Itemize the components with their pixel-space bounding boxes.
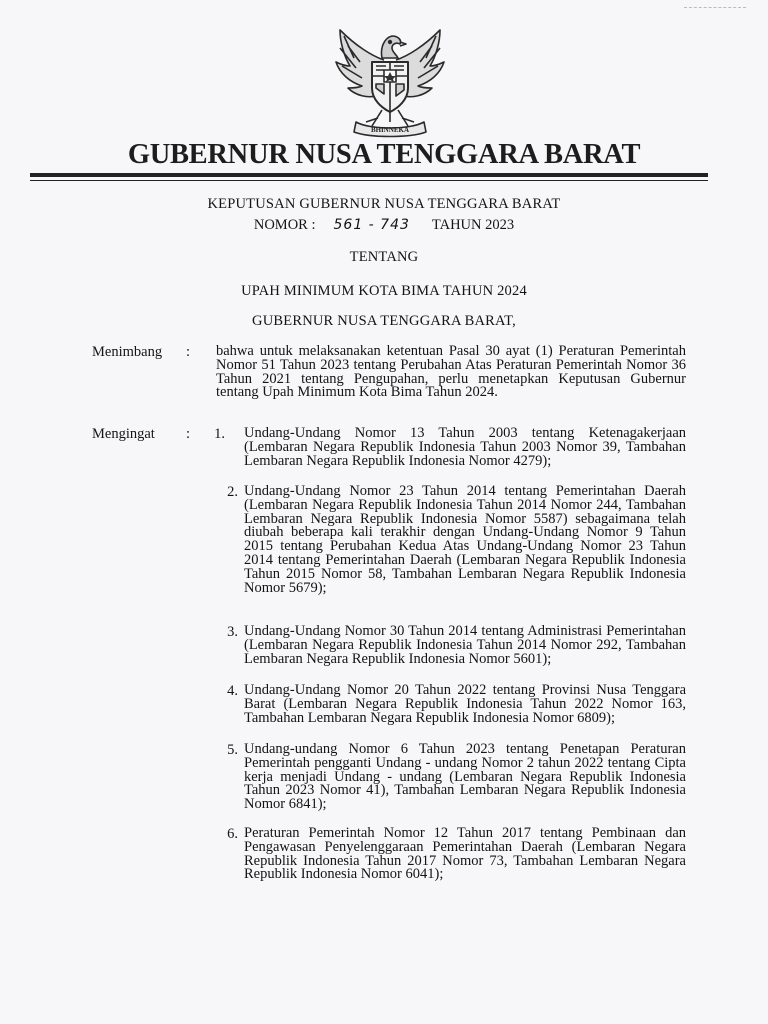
header-rule-thin — [30, 180, 708, 181]
decree-subject: UPAH MINIMUM KOTA BIMA TAHUN 2024 — [241, 283, 527, 299]
list-item-text: Undang-Undang Nomor 23 Tahun 2014 tentang Pemerintahan Daerah (Lembaran Negara Republik Indonesia Tahun 2014 Nomor 244, Tambahan Lembaran Negara Republik Indonesia Nomor 5587) sebagaimana telah diubah beberapa kali terakhir dengan Undang-Undang Nomor 9 Tahun 2015 tentang Perubahan Kedua Atas Undang-Undang Nomor 23 Tahun 2014 tentang Pemerintahan Daerah (Lembaran Negara Republik Indonesia Tahun 2015 Nomor 58, Tambahan Lembaran Negara Republik Indonesia Nomor 5679); — [244, 483, 686, 596]
nomor-handwritten-value: 561 - 743 — [333, 217, 410, 233]
decree-number-row — [0, 217, 768, 234]
menimbang-colon: : — [186, 344, 191, 360]
list-item-text: Undang-Undang Nomor 13 Tahun 2003 tentang Ketenagakerjaan (Lembaran Negara Republik Indonesia Tahun 2003 Nomor 39, Tambahan Lembaran Negara Republik Indonesia Nomor 4279); — [244, 425, 686, 469]
menimbang-label: Menimbang — [92, 344, 163, 360]
list-item-number: 2. — [227, 484, 238, 500]
list-item-number: 3. — [227, 624, 238, 640]
list-item-text: Undang-Undang Nomor 20 Tahun 2022 tentang Provinsi Nusa Tenggara Barat (Lembaran Negara Republik Indonesia Tahun 2022 Nomor 163, Tambahan Lembaran Negara Republik Indonesia Nomor 6809); — [244, 682, 686, 726]
emblem-motto: BHINNEKA — [370, 126, 410, 134]
menimbang-text: bahwa untuk melaksanakan ketentuan Pasal 30 ayat (1) Peraturan Pemerintah Nomor 51 Tahun 2023 tentang Perubahan Atas Peraturan Pemerintah Nomor 36 Tahun 2021 tentang Pengupahan, perlu menetapkan Keputusan Gubernur tentang Upah Minimum Kota Bima Tahun 2024. — [216, 343, 686, 401]
government-title: GUBERNUR NUSA TENGGARA BARAT — [127, 139, 641, 170]
list-item-text: Undang-undang Nomor 6 Tahun 2023 tentang Penetapan Peraturan Pemerintah pengganti Undang - undang Nomor 2 tahun 2022 tentang Cipta kerja menjadi Undang - undang (Lembaran Negara Republik Indonesia Tahun 2023 Nomor 41), Tambahan Lembaran Negara Republik Indonesia Nomor 6841); — [244, 741, 686, 813]
decree-issuer: GUBERNUR NUSA TENGGARA BARAT, — [252, 313, 516, 329]
tahun-label: TAHUN 2023 — [431, 217, 515, 233]
list-item-text: Peraturan Pemerintah Nomor 12 Tahun 2017 tentang Pembinaan dan Pengawasan Penyelenggaraan Pemerintahan Daerah (Lembaran Negara Republik Indonesia Tahun 2017 Nomor 73, Tambahan Lembaran Negara Republik Indonesia Nomor 6041); — [244, 825, 686, 883]
decree-title: KEPUTUSAN GUBERNUR NUSA TENGGARA BARAT — [207, 196, 561, 212]
mengingat-label: Mengingat — [92, 426, 155, 442]
garuda-emblem-icon — [326, 22, 454, 142]
header-rule-thick — [30, 173, 708, 177]
list-item-number: 1. — [214, 426, 225, 442]
list-item-number: 6. — [227, 826, 238, 842]
scan-mark — [684, 7, 746, 9]
nomor-label: NOMOR : — [253, 217, 316, 233]
mengingat-colon: : — [186, 426, 191, 442]
list-item-number: 5. — [227, 742, 238, 758]
list-item-number: 4. — [227, 683, 238, 699]
tentang-heading: TENTANG — [349, 249, 419, 265]
list-item-text: Undang-Undang Nomor 30 Tahun 2014 tentang Administrasi Pemerintahan (Lembaran Negara Republik Indonesia Tahun 2014 Nomor 292, Tambahan Lembaran Negara Republik Indonesia Nomor 5601); — [244, 623, 686, 667]
